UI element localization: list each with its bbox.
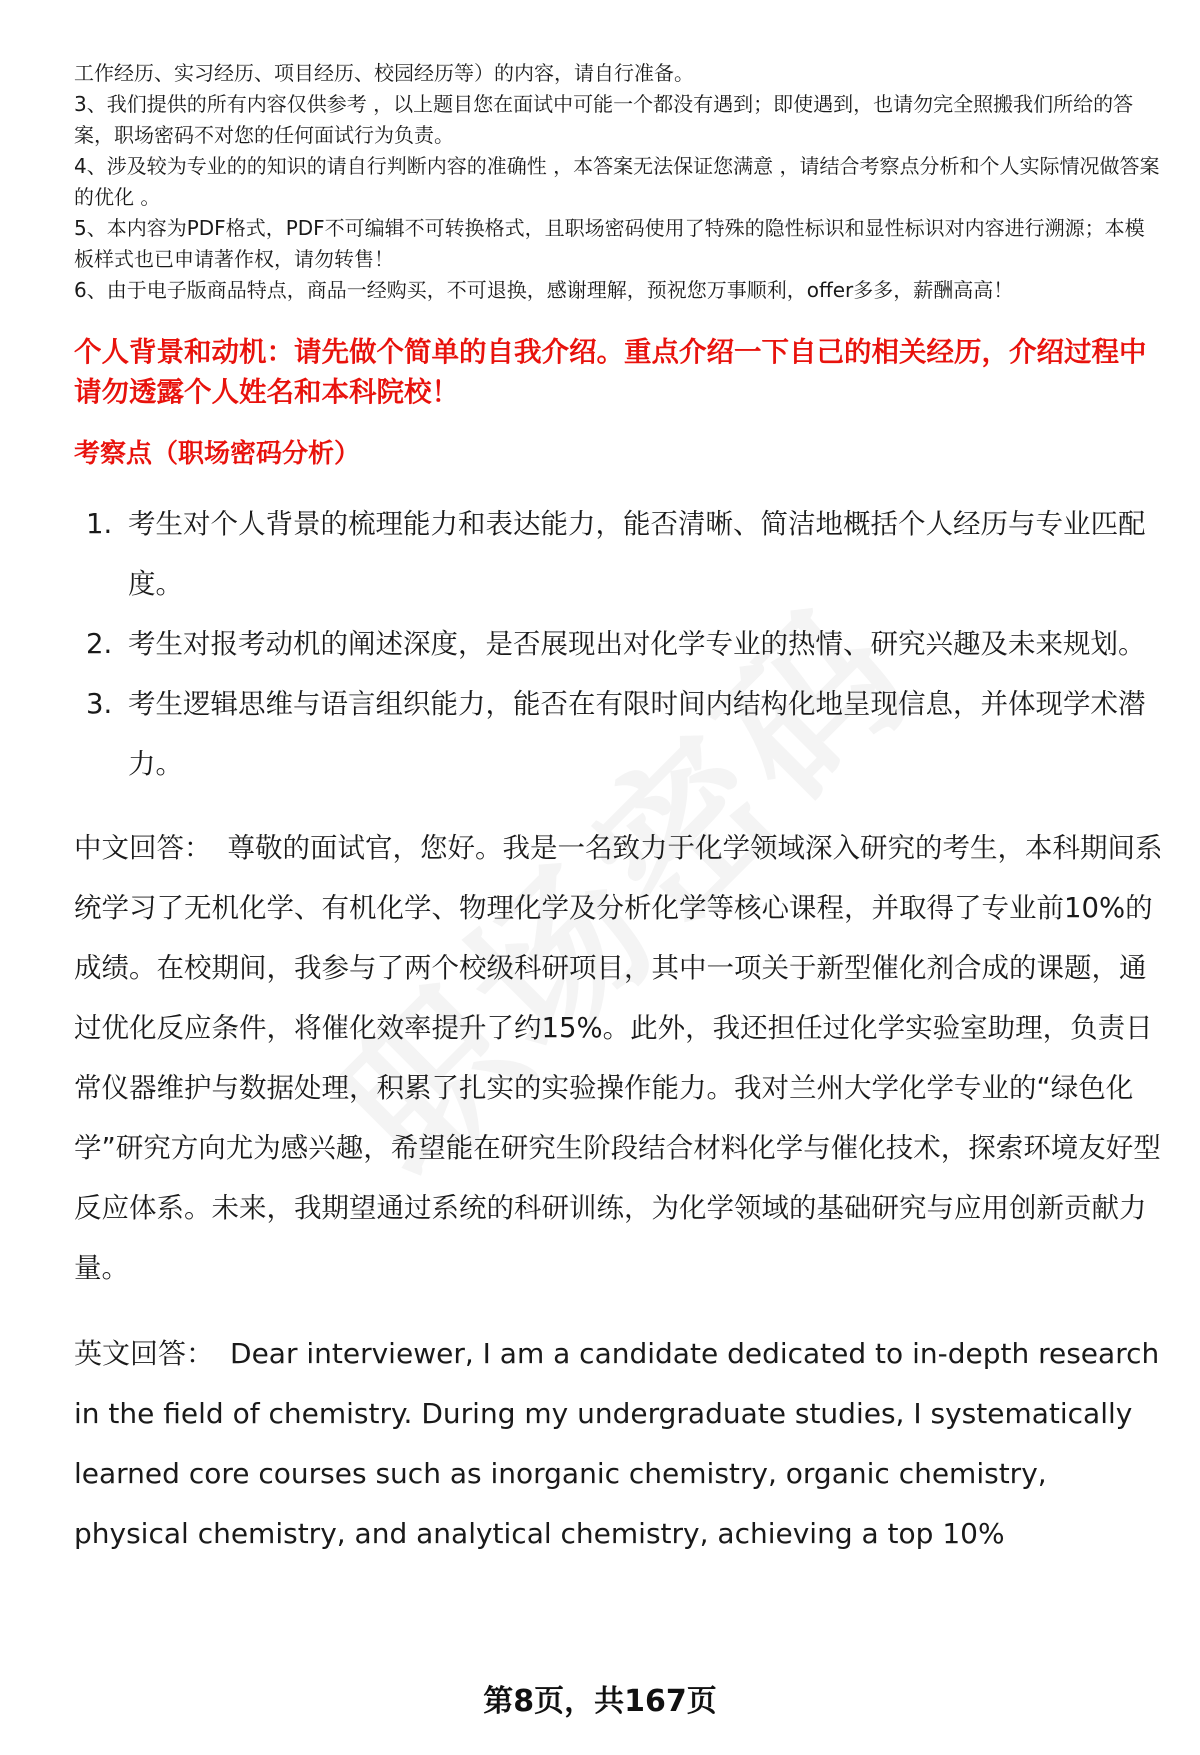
note-line: 5、本内容为PDF格式，PDF不可编辑不可转换格式，且职场密码使用了特殊的隐性标识和显性标识对内容进行溯源；本模板样式也已申请著作权，请勿转售！ [74, 216, 1145, 271]
assessment-point [74, 494, 1164, 614]
point-number: 3. [86, 688, 113, 720]
interview-question: 个人背景和动机：请先做个简单的自我介绍。重点介绍一下自己的相关经历，介绍过程中请勿透露个人姓名和本科院校！ [74, 336, 1147, 408]
note-line: 3、我们提供的所有内容仅供参考 ，以上题目您在面试中可能一个都没有遇到；即使遇到，也请勿完全照搬我们所给的答案，职场密码不对您的任何面试行为负责。 [74, 92, 1134, 147]
point-text: 考生对个人背景的梳理能力和表达能力，能否清晰、简洁地概括个人经历与专业匹配度。 [128, 508, 1146, 600]
english-answer-text: Dear interviewer, I am a candidate dedicated to in-depth research in the field of chemistry. During my undergraduate studies, I systematically learned core courses such as inorganic chemistry, organic chemistry, physical chemistry, and analytical chemistry, achieving a top 10% [74, 1337, 1160, 1550]
point-text: 考生逻辑思维与语言组织能力，能否在有限时间内结构化地呈现信息，并体现学术潜力。 [128, 688, 1146, 780]
note-line: 工作经历、实习经历、项目经历、校园经历等）的内容，请自行准备。 [74, 61, 694, 85]
note-line: 6、由于电子版商品特点，商品一经购买，不可退换，感谢理解，预祝您万事顺利，offer多多，薪酬高高！ [74, 278, 1014, 302]
assessment-heading: 考察点（职场密码分析） [74, 439, 361, 469]
point-number: 2. [86, 628, 113, 660]
point-text: 考生对报考动机的阐述深度，是否展现出对化学专业的热情、研究兴趣及未来规划。 [128, 628, 1146, 660]
chinese-answer [74, 818, 1164, 1298]
english-answer [74, 1324, 1164, 1564]
assessment-point [74, 614, 1164, 674]
note-line: 4、涉及较为专业的的知识的请自行判断内容的准确性 ，本答案无法保证您满意 ，请结合考察点分析和个人实际情况做答案的优化 。 [74, 154, 1160, 209]
document-page [74, 58, 1164, 1564]
chinese-answer-text: 尊敬的面试官，您好。我是一名致力于化学领域深入研究的考生，本科期间系统学习了无机化学、有机化学、物理化学及分析化学等核心课程，并取得了专业前10%的成绩。在校期间，我参与了两个校级科研项目，其中一项关于新型催化剂合成的课题，通过优化反应条件，将催化效率提升了约15%。此外，我还担任过化学实验室助理，负责日常仪器维护与数据处理，积累了扎实的实验操作能力。我对兰州大学化学专业的“绿色化学”研究方向尤为感兴趣，希望能在研究生阶段结合材料化学与催化技术，探索环境友好型反应体系。未来，我期望通过系统的科研训练，为化学领域的基础研究与应用创新贡献力量。 [74, 832, 1163, 1284]
assessment-point [74, 674, 1164, 794]
point-number: 1. [86, 508, 113, 540]
assessment-points [74, 494, 1164, 794]
page-number: 第8页，共167页 [483, 1684, 717, 1719]
notes-section [74, 58, 1164, 306]
english-answer-label: 英文回答： [74, 1337, 215, 1370]
chinese-answer-label: 中文回答： [74, 832, 212, 864]
